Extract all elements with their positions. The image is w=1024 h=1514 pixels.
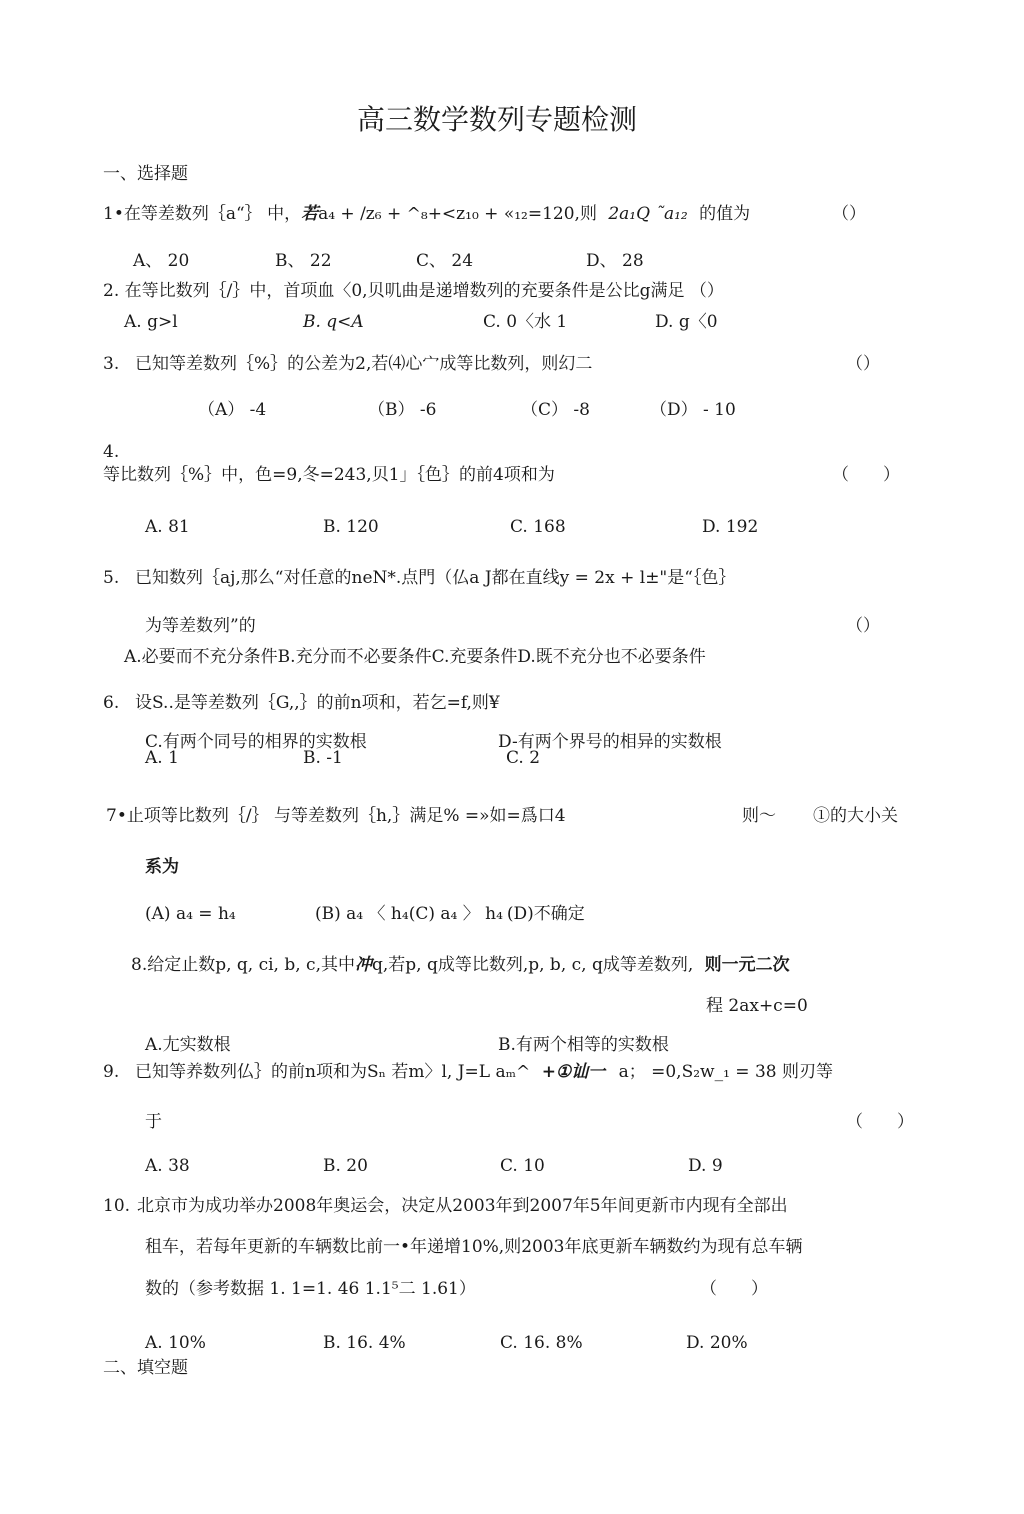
question-3-number: 3.	[103, 354, 120, 374]
question-10-stem-line2: 租车，若每年更新的车辆数比前一•年递增10%,则2003年底更新车辆数约为现有总车辆	[145, 1237, 803, 1257]
question-1-option-b: B、 22	[275, 251, 332, 271]
question-4-number: 4.	[103, 442, 120, 462]
question-9-number: 9.	[103, 1062, 120, 1082]
question-4-option-d: D. 192	[702, 517, 759, 537]
section-heading-choice: 一、选择题	[103, 164, 188, 184]
question-7-option-a: (A) a₄ = h₄	[145, 904, 236, 924]
question-3-option-b: （B） -6	[368, 400, 437, 420]
question-9-option-d: D. 9	[688, 1156, 723, 1176]
question-2-option-b: B. q<A	[303, 312, 364, 332]
question-9-stem-line2: 于	[145, 1112, 162, 1132]
section-heading-fill-in: 二、填空题	[103, 1358, 188, 1378]
question-3-stem: 已知等差数列｛%｝的公差为2,若⑷心宀成等比数列，则幻二	[135, 354, 593, 374]
question-5-stem-line2: 为等差数列”的	[145, 616, 256, 636]
question-3-option-d: （D） - 10	[650, 400, 736, 420]
question-6-option-c: C. 2	[506, 748, 541, 768]
question-4-option-b: B. 120	[323, 517, 379, 537]
question-6-overlap-option-d: D-有两个界号的相异的实数根	[498, 732, 722, 752]
question-7-stem-part2: 则〜	[742, 806, 776, 826]
question-4-option-a: A. 81	[145, 517, 190, 537]
question-1-option-a: A、 20	[133, 251, 190, 271]
question-9-answer-paren: （ ）	[846, 1112, 914, 1132]
question-2-option-c: C. 0〈水 1	[483, 312, 568, 332]
page-title: 高三数学数列专题检测	[357, 103, 638, 136]
question-3-option-a: （A） -4	[198, 400, 267, 420]
question-1-option-d: D、 28	[586, 251, 644, 271]
question-2-option-d: D. g〈0	[655, 312, 718, 332]
question-5-number: 5.	[103, 568, 120, 588]
question-7-stem-line2: 系为	[145, 857, 179, 877]
question-7-option-b: (B) a₄ 〈 h₄(C) a₄ 〉 h₄ (D)不确定	[315, 904, 585, 924]
question-6-overlap-option-c: C.有两个同号的相界的实数根	[145, 732, 367, 752]
question-10-option-d: D. 20%	[686, 1333, 748, 1353]
question-1-answer-paren: （）	[832, 204, 866, 224]
question-7-stem-part3: ①的大小关	[813, 806, 898, 826]
question-3-option-c: （C） -8	[521, 400, 590, 420]
question-10-option-c: C. 16. 8%	[500, 1333, 583, 1353]
question-3-answer-paren: （）	[846, 354, 880, 374]
question-10-stem-line3: 数的（参考数据 1. 1=1. 46 1.1⁵二 1.61）	[145, 1279, 476, 1299]
question-1-stem: 1•在等差数列｛a“｝ 中，若a₄ + /z₆ + ^₈+<z₁₀ + «₁₂=120,则 2a₁Q ˜a₁₂ 的值为	[103, 204, 751, 224]
question-6-stem: 设S..是等差数列｛G,,｝的前n项和，若乞=f,则¥	[135, 693, 500, 713]
question-7-stem: 7•止项等比数列｛/｝ 与等差数列｛h,｝满足% =»如=爲口4	[106, 806, 566, 826]
question-5-answer-paren: （）	[846, 616, 880, 636]
question-8-stem-line2: 程 2ax+c=0	[706, 996, 808, 1016]
question-6-option-a: A. 1	[145, 748, 179, 768]
question-8-stem: 8.给定止数p, q, ci, b, c,其中冲q,若p, q成等比数列,p, b, c, q成等差数列, 则一元二次	[131, 955, 790, 975]
question-5-stem-line1: 已知数列｛aj,那么“对任意的neN*.点門（仏a J都在直线y = 2x + l±"是“｛色｝	[135, 568, 736, 588]
question-10-number: 10.	[103, 1196, 131, 1216]
question-10-stem-line1: 北京市为成功举办2008年奥运会，决定从2003年到2007年5年间更新市内现有全部出	[137, 1196, 788, 1216]
question-1-option-c: C、 24	[416, 251, 474, 271]
question-9-option-a: A. 38	[145, 1156, 190, 1176]
question-4-stem: 等比数列｛%｝中，色=9,冬=243,贝1」｛色｝的前4项和为	[103, 465, 555, 485]
question-9-option-c: C. 10	[500, 1156, 545, 1176]
question-8-option-b: B.有两个相等的实数根	[498, 1035, 669, 1055]
question-2-option-a: A. g>l	[124, 312, 178, 332]
question-9-stem: 已知等养数列仏｝的前n项和为Sₙ 若m〉l, J=L aₘ^ +①讪一 a； =0,S₂w_₁ = 38 则刃等	[135, 1062, 833, 1082]
question-2-stem: 2. 在等比数列｛/｝中，首项血〈0,贝叽曲是递增数列的充要条件是公比g满足 （）	[103, 281, 724, 301]
question-10-answer-paren: （ ）	[700, 1279, 768, 1299]
question-9-option-b: B. 20	[323, 1156, 368, 1176]
question-6-number: 6.	[103, 693, 120, 713]
question-6-option-b: B. -1	[303, 748, 343, 768]
question-4-option-c: C. 168	[510, 517, 566, 537]
question-5-options: A.必要而不充分条件B.充分而不必要条件C.充要条件D.既不充分也不必要条件	[124, 647, 706, 667]
question-4-answer-paren: （ ）	[832, 465, 900, 485]
question-8-option-a: A.尢实数根	[145, 1035, 231, 1055]
question-10-option-b: B. 16. 4%	[323, 1333, 406, 1353]
question-10-option-a: A. 10%	[145, 1333, 206, 1353]
